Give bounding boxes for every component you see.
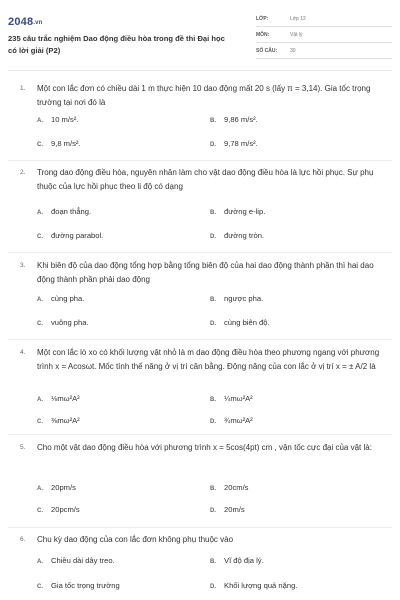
- option-b[interactable]: [210, 115, 258, 128]
- question-text: Trong dao động điều hòa, nguyên nhân làm cho vật dao động điều hòa là lực hồi phục. Sự phụ thuộc của lực hồi phục theo li độ có dạng: [37, 168, 374, 191]
- option-letter: A.: [37, 297, 43, 303]
- question-number: 4.: [20, 349, 26, 356]
- option-a[interactable]: [37, 115, 78, 128]
- question-number: 5.: [20, 444, 26, 451]
- option-text: Chiều dài dây treo.: [51, 556, 115, 565]
- option-text: ¼mω²A²: [224, 394, 253, 403]
- option-d[interactable]: [210, 231, 264, 244]
- option-text: Vĩ độ địa lý.: [224, 556, 264, 565]
- question-divider: [8, 339, 392, 340]
- option-text: 20cm/s: [224, 483, 249, 492]
- option-text: 9,86 m/s².: [224, 115, 258, 124]
- option-letter: C.: [37, 234, 43, 240]
- option-text: 20pm/s: [51, 483, 76, 492]
- option-b[interactable]: [210, 394, 253, 407]
- site-logo[interactable]: [8, 16, 43, 28]
- option-letter: C.: [37, 584, 43, 590]
- question-divider: [8, 527, 392, 528]
- question-number: 2.: [20, 169, 26, 176]
- option-text: Gia tốc trọng trường: [51, 581, 120, 590]
- option-d[interactable]: [210, 318, 270, 331]
- option-letter: A.: [37, 559, 43, 565]
- document-header: [8, 12, 392, 70]
- option-c[interactable]: [37, 505, 80, 518]
- option-text: 20m/s: [224, 505, 245, 514]
- question-text: Cho một vật dao động điều hòa với phương trình x = 5cos(4pt) cm , vận tốc cực đại của vật là:: [37, 443, 372, 452]
- option-letter: D.: [210, 142, 216, 148]
- option-c[interactable]: [37, 139, 81, 152]
- class-label: LỚP:: [256, 16, 269, 22]
- subject-value: Vật lý: [290, 32, 303, 38]
- question-text: Một con lắc đơn có chiều dài 1 m thực hiện 10 dao động mất 20 s (lấy π = 3,14). Gia tốc trọng trường tại nơi đó là: [37, 84, 371, 107]
- option-letter: C.: [37, 508, 43, 514]
- count-label: SỐ CÂU:: [256, 48, 278, 54]
- option-d[interactable]: [210, 581, 297, 594]
- option-letter: D.: [210, 508, 216, 514]
- option-text: ⅛mω²A²: [51, 394, 80, 403]
- option-text: ⅜mω²A²: [51, 416, 80, 425]
- option-text: ¾mω²A²: [224, 416, 253, 425]
- question-number: 3.: [20, 262, 26, 269]
- question-number: 1.: [20, 85, 26, 92]
- option-letter: B.: [210, 486, 216, 492]
- option-c[interactable]: [37, 581, 120, 594]
- option-letter: B.: [210, 118, 216, 124]
- option-a[interactable]: [37, 207, 91, 220]
- option-letter: A.: [37, 486, 43, 492]
- document-title: 235 câu trắc nghiệm Dao động điều hòa trong đề thi Đại học có lời giải (P2): [8, 34, 225, 55]
- option-letter: C.: [37, 419, 43, 425]
- option-letter: D.: [210, 321, 216, 327]
- option-a[interactable]: [37, 394, 80, 407]
- option-text: 9,78 m/s².: [224, 139, 258, 148]
- header-divider: [8, 70, 392, 71]
- option-letter: B.: [210, 210, 216, 216]
- option-text: 9,8 m/s².: [51, 139, 81, 148]
- meta-count-row: [256, 44, 392, 59]
- option-a[interactable]: [37, 294, 84, 307]
- count-value: 30: [290, 48, 296, 54]
- meta-subject-row: [256, 28, 392, 43]
- option-text: đường tròn.: [224, 231, 265, 240]
- option-c[interactable]: [37, 318, 89, 331]
- option-letter: D.: [210, 584, 216, 590]
- option-text: đường parabol.: [51, 231, 104, 240]
- option-letter: A.: [37, 118, 43, 124]
- option-a[interactable]: [37, 556, 115, 569]
- question-divider: [8, 434, 392, 435]
- question-divider: [8, 160, 392, 161]
- option-letter: B.: [210, 397, 216, 403]
- question-divider: [8, 252, 392, 253]
- option-c[interactable]: [37, 416, 80, 429]
- option-b[interactable]: [210, 483, 248, 496]
- option-text: 20pcm/s: [51, 505, 80, 514]
- option-text: ngược pha.: [224, 294, 264, 303]
- option-d[interactable]: [210, 416, 253, 429]
- option-text: đường e-lip.: [224, 207, 266, 216]
- option-d[interactable]: [210, 505, 245, 518]
- option-letter: C.: [37, 142, 43, 148]
- option-a[interactable]: [37, 483, 76, 496]
- option-letter: B.: [210, 559, 216, 565]
- option-text: vuông pha.: [51, 318, 89, 327]
- option-letter: A.: [37, 397, 43, 403]
- meta-box: [256, 12, 392, 60]
- question-text: Chu kỳ dao động của con lắc đơn không phụ thuộc vào: [37, 535, 234, 544]
- option-text: đoạn thẳng.: [51, 207, 92, 216]
- option-letter: C.: [37, 321, 43, 327]
- option-text: cùng biên độ.: [224, 318, 270, 327]
- option-letter: D.: [210, 419, 216, 425]
- option-text: Khối lượng quả nặng.: [224, 581, 298, 590]
- option-letter: B.: [210, 297, 216, 303]
- option-c[interactable]: [37, 231, 103, 244]
- option-text: cùng pha.: [51, 294, 85, 303]
- option-letter: A.: [37, 210, 43, 216]
- class-value: Lớp 12: [290, 16, 306, 22]
- question-text: Khi biên độ của dao động tổng hợp bằng tổng biên độ của hai dao động thành phần thì hai dao động thành phần phải dao động: [37, 261, 374, 284]
- question-number: 6.: [20, 536, 26, 543]
- option-d[interactable]: [210, 139, 258, 152]
- question-text: Một con lắc lò xo có khối lượng vật nhỏ là m dao động điều hòa theo phương ngang với phương trình x = Acosωt. Mốc tính thế năng ở vị trí cân bằng. Động năng của con lắc ở vị trí x = ± A/2 là: [37, 348, 380, 371]
- option-b[interactable]: [210, 556, 264, 569]
- option-b[interactable]: [210, 207, 265, 220]
- option-text: 10 m/s².: [51, 115, 79, 124]
- option-letter: D.: [210, 234, 216, 240]
- option-b[interactable]: [210, 294, 263, 307]
- logo-suffix: .vn: [33, 20, 43, 26]
- subject-label: MÔN:: [256, 32, 270, 38]
- logo-main: 2048: [8, 16, 34, 28]
- meta-class-row: [256, 12, 392, 27]
